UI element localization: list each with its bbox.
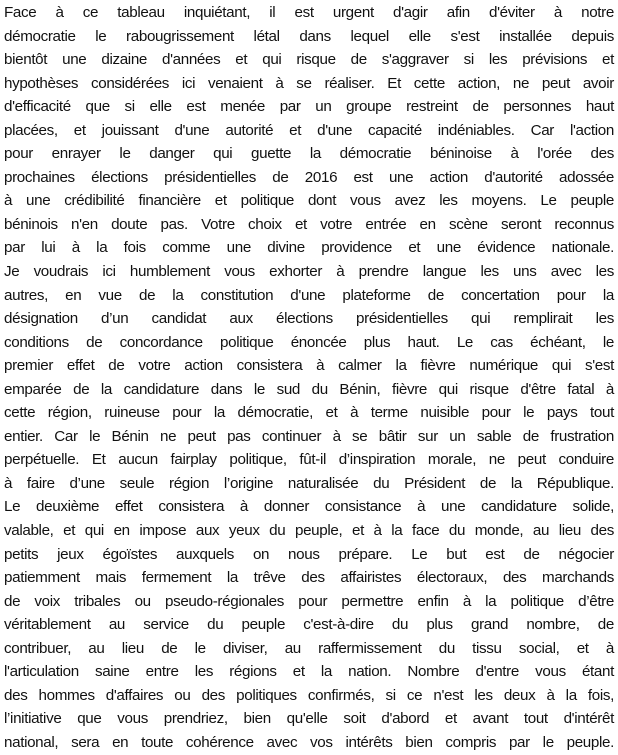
text-line-3: bientôt une dizaine d'années et qui risque de s'aggraver si les prévisions et <box>4 51 614 69</box>
text-line-22: Le deuxième effet consistera à donner consistance à une candidature solide, <box>4 498 614 516</box>
text-line-29: l'articulation saine entre les régions et la nation. Nombre d'entre vous étant <box>4 663 614 681</box>
text-line-14: désignation d’un candidat aux élections présidentielles qui remplirait les <box>4 310 614 328</box>
text-line-26: de voix tribales ou pseudo-régionales pour permettre enfin à la politique d’être <box>4 592 614 610</box>
body-paragraph <box>4 1 614 755</box>
text-line-6: placées, et jouissant d'une autorité et d'une capacité indéniables. Car l'action <box>4 121 614 139</box>
text-line-15: conditions de concordance politique énoncée plus haut. Le cas échéant, le <box>4 333 614 351</box>
text-line-13: autres, en vue de la constitution d'une plateforme de concertation pour la <box>4 286 614 304</box>
text-line-19: entier. Car le Bénin ne peut pas continuer à se bâtir sur un sable de frustration <box>4 427 614 445</box>
text-line-16: premier effet de votre action consistera à calmer la fièvre numérique qui s'est <box>4 357 614 375</box>
text-line-2: démocratie le rabougrissement létal dans lequel elle s'est installée depuis <box>4 27 614 45</box>
text-line-11: par lui à la fois comme une divine providence et une évidence nationale. <box>4 239 614 257</box>
text-line-5: d'efficacité que si elle est menée par un groupe restreint de personnes haut <box>4 98 614 116</box>
text-line-27: véritablement au service du peuple c'est-à-dire du plus grand nombre, de <box>4 616 614 634</box>
text-line-10: béninois n'en doute pas. Votre choix et votre entrée en scène seront reconnus <box>4 215 614 233</box>
text-line-32: national, sera en toute cohérence avec vos intérêts bien compris par le peuple. <box>4 733 614 751</box>
text-line-28: contribuer, au lieu de le diviser, au raffermissement du tissu social, et à <box>4 639 614 657</box>
text-line-18: cette région, ruineuse pour la démocratie, et à terme nuisible pour le pays tout <box>4 404 614 422</box>
text-line-20: perpétuelle. Et aucun fairplay politique, fût-il d’inspiration morale, ne peut conduire <box>4 451 614 469</box>
text-line-12: Je voudrais ici humblement vous exhorter à prendre langue les uns avec les <box>4 263 614 281</box>
text-line-7: pour enrayer le danger qui guette la démocratie béninoise à l'orée des <box>4 145 614 163</box>
text-line-21: à faire d’une seule région l’origine naturalisée du Président de la République. <box>4 474 614 492</box>
text-line-1: Face à ce tableau inquiétant, il est urgent d'agir afin d'éviter à notre <box>4 4 614 21</box>
text-line-30: des hommes d'affaires ou des politiques confirmés, si ce n'est les deux à la fois, <box>4 686 614 704</box>
text-line-4: hypothèses considérées ici venaient à se réaliser. Et cette action, ne peut avoir <box>4 74 614 92</box>
text-line-24: petits jeux égoïstes auxquels on nous prépare. Le but est de négocier <box>4 545 614 563</box>
text-line-8: prochaines élections présidentielles de 2016 est une action d'autorité adossée <box>4 168 614 186</box>
text-line-17: emparée de la candidature dans le sud du Bénin, fièvre qui risque d'être fatal à <box>4 380 614 398</box>
text-line-31: l’initiative que vous prendriez, bien qu'elle soit d'abord et avant tout d'intérêt <box>4 710 614 728</box>
text-line-9: à une crédibilité financière et politique dont vous avez les moyens. Le peuple <box>4 192 614 210</box>
text-line-23: valable, et qui en impose aux yeux du peuple, et à la face du monde, au lieu des <box>4 522 614 540</box>
text-line-25: patiemment mais fermement la trêve des affairistes électoraux, des marchands <box>4 569 614 587</box>
